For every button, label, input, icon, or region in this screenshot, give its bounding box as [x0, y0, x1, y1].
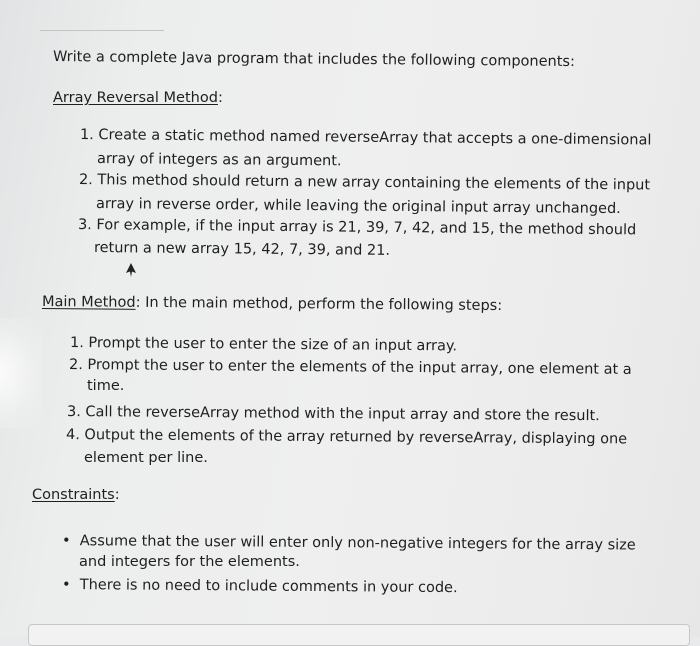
list-number: 1.: [69, 335, 84, 352]
section2-item-4: [66, 426, 627, 448]
section1-item-3-line2: return a new array 15, 42, 7, 39, and 21.: [93, 240, 391, 259]
list-number: 1.: [79, 127, 94, 144]
list-number: 4.: [65, 427, 80, 444]
list-item-text: For example, if the input array is 21, 39, 7, 42, and 15, the method should: [96, 217, 637, 239]
list-item-text: Prompt the user to enter the elements of the input array, one element at a: [87, 357, 632, 378]
intro-text: Write a complete Java program that includes the following components:: [52, 49, 575, 71]
section2-heading-label: Main Method: [41, 294, 136, 311]
list-item-text: Assume that the user will enter only non-negative integers for the array size: [79, 533, 636, 554]
section1-item-1: [80, 126, 652, 149]
list-item-text: There is no need to include comments in your code.: [79, 577, 458, 597]
section3-heading: [32, 486, 120, 504]
section2-heading: [42, 293, 502, 315]
section2-item-1: [70, 334, 457, 355]
list-item-text: This method should return a new array containing the elements of the input: [97, 172, 651, 194]
bullet-icon: •: [61, 533, 71, 550]
list-number: 3.: [77, 217, 92, 234]
section1-item-2-line2: array in reverse order, while leaving the original input array unchanged.: [95, 196, 621, 218]
list-number: 2.: [78, 172, 93, 189]
section2-item-3: [67, 403, 600, 425]
section1-heading-colon: :: [217, 90, 223, 106]
bottom-input-box: [28, 624, 690, 646]
section2-item-2-line2: time.: [87, 378, 125, 394]
section3-heading-label: Constraints: [32, 487, 115, 503]
section3-bullet-1: [62, 532, 636, 555]
cursor-icon: [124, 262, 138, 278]
list-item-text: Output the elements of the array returned by reverseArray, displaying one: [84, 427, 628, 448]
section1-item-1-line2: array of integers as an argument.: [96, 151, 342, 170]
list-item-text: Call the reverseArray method with the input array and store the result.: [85, 404, 600, 425]
list-number: 3.: [66, 404, 81, 421]
list-item-text: Create a static method named reverseArray that accepts a one-dimensional: [98, 127, 652, 149]
section3-bullet-1-line2: and integers for the elements.: [79, 554, 300, 570]
section3-bullet-2: [62, 576, 458, 597]
section2-item-4-line2: element per line.: [84, 450, 208, 466]
section2-item-2: [69, 356, 632, 379]
section1-heading: [53, 89, 223, 107]
section3-heading-colon: :: [114, 487, 120, 503]
list-number: 2.: [68, 357, 83, 374]
section1-heading-label: Array Reversal Method: [53, 90, 218, 106]
light-glare: [0, 318, 42, 428]
section1-item-2: [79, 171, 650, 194]
top-divider: [40, 30, 164, 31]
section1-item-3: [78, 216, 636, 239]
bullet-icon: •: [61, 577, 71, 594]
list-item-text: Prompt the user to enter the size of an input array.: [88, 335, 458, 355]
section2-heading-rest: : In the main method, perform the following steps:: [135, 294, 503, 315]
